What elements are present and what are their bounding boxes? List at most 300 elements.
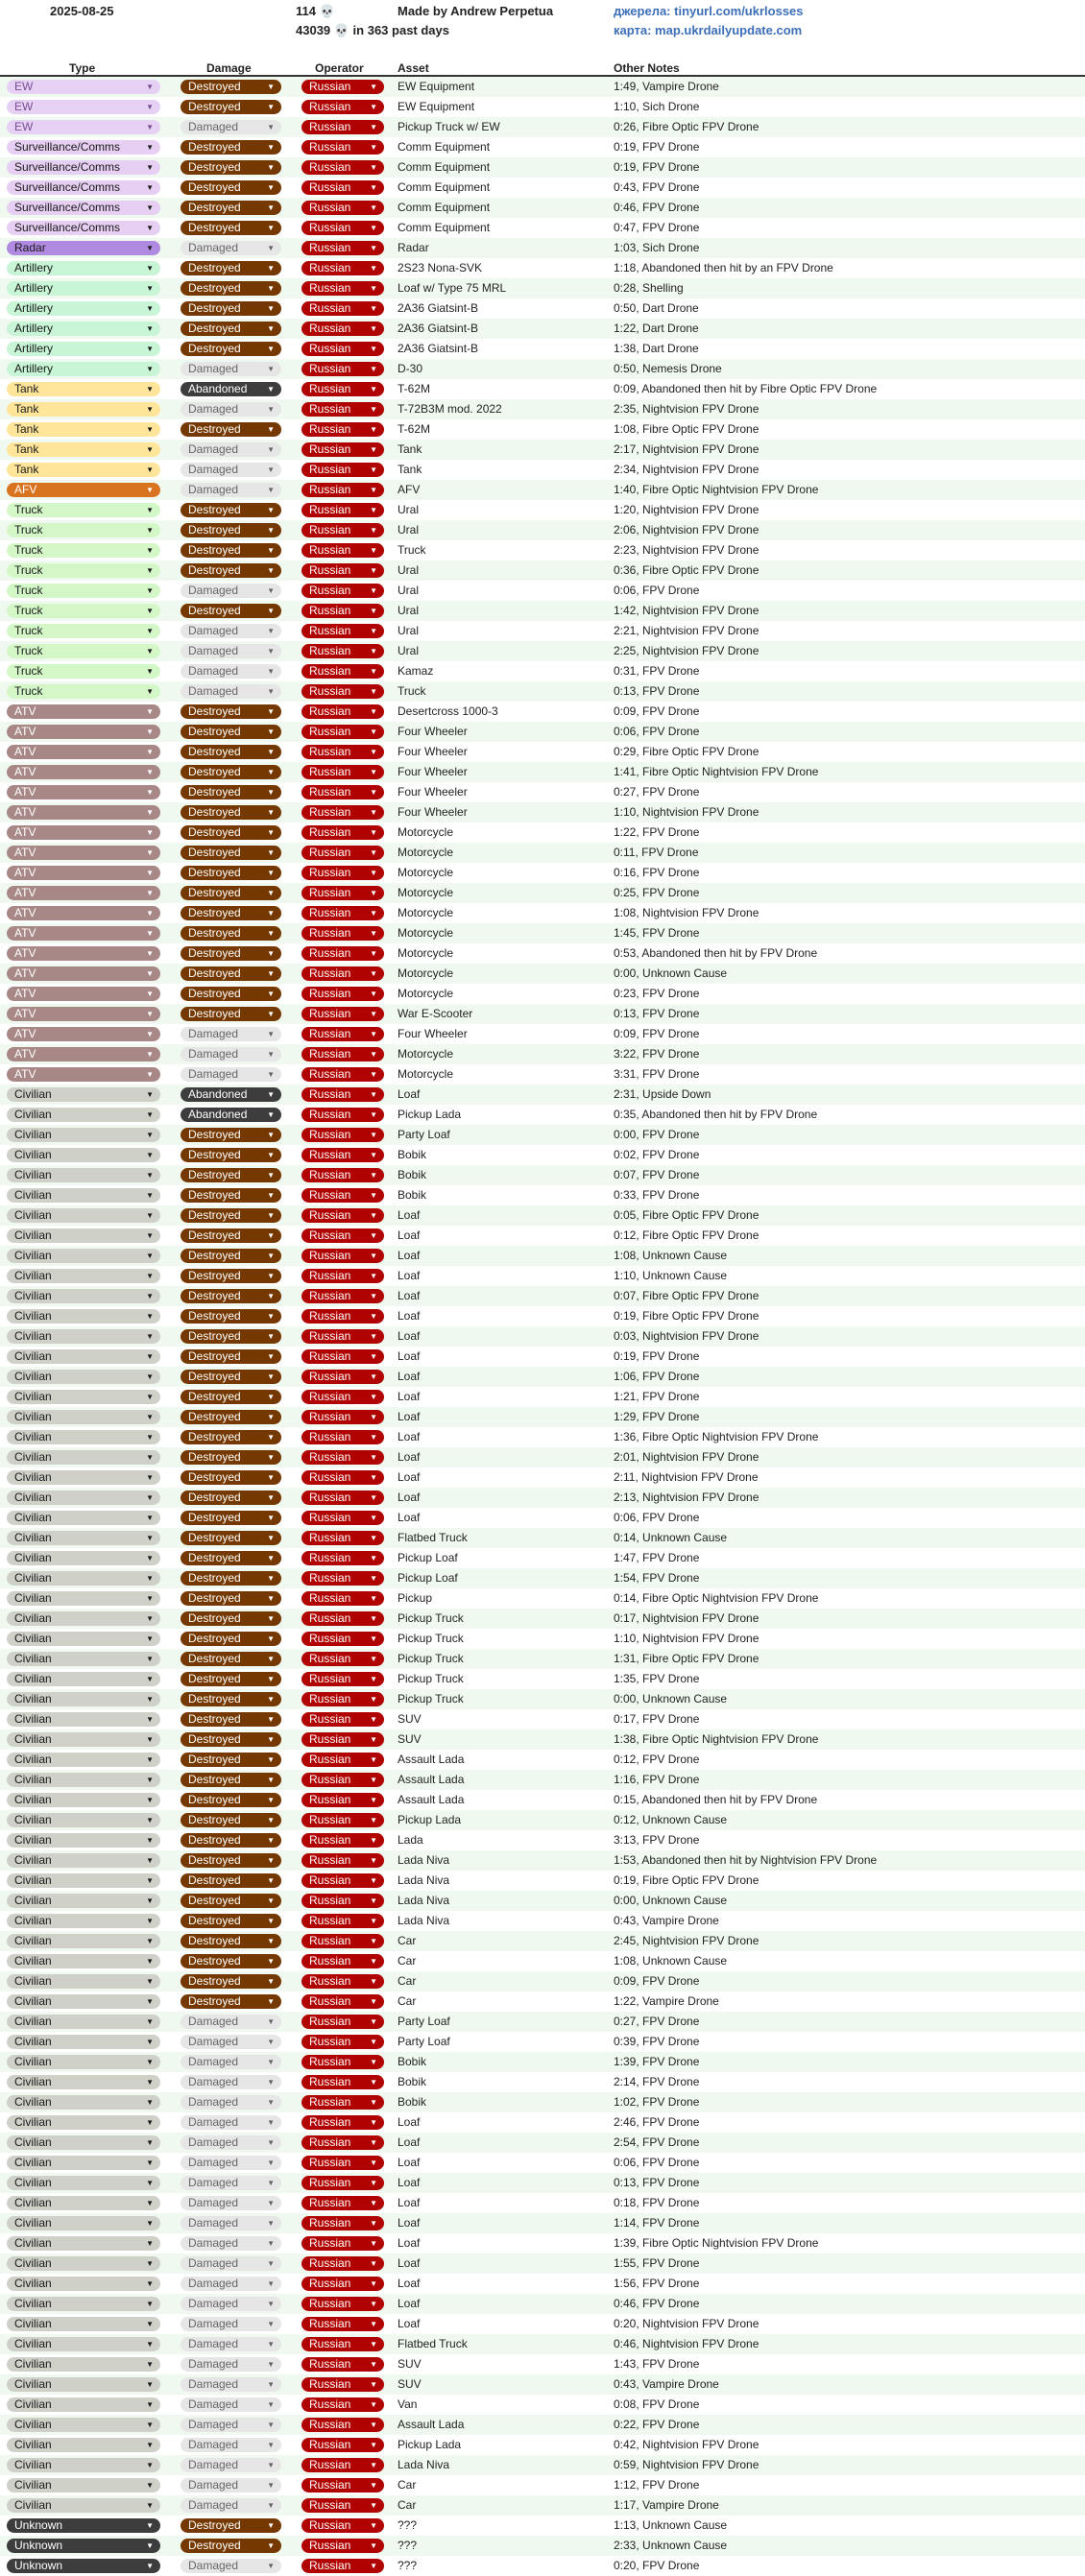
operator-select[interactable] <box>301 704 384 719</box>
operator-select[interactable] <box>301 442 384 457</box>
type-select[interactable] <box>7 1289 160 1303</box>
damage-select[interactable] <box>181 2015 281 2029</box>
damage-select[interactable] <box>181 140 281 155</box>
damage-select[interactable] <box>181 362 281 376</box>
operator-select[interactable] <box>301 1753 384 1767</box>
damage-select[interactable] <box>181 281 281 296</box>
type-select[interactable] <box>7 866 160 880</box>
type-select[interactable] <box>7 1773 160 1787</box>
damage-select[interactable] <box>181 1470 281 1485</box>
operator-select[interactable] <box>301 422 384 437</box>
operator-select[interactable] <box>301 322 384 336</box>
operator-select[interactable] <box>301 1571 384 1586</box>
operator-select[interactable] <box>301 1128 384 1142</box>
damage-select[interactable] <box>181 906 281 920</box>
type-select[interactable] <box>7 1873 160 1888</box>
damage-select[interactable] <box>181 2176 281 2190</box>
type-select[interactable] <box>7 2216 160 2230</box>
damage-select[interactable] <box>181 1087 281 1102</box>
damage-select[interactable] <box>181 1894 281 1908</box>
damage-select[interactable] <box>181 2357 281 2372</box>
operator-select[interactable] <box>301 1027 384 1041</box>
damage-select[interactable] <box>181 2135 281 2150</box>
damage-select[interactable] <box>181 1168 281 1182</box>
operator-select[interactable] <box>301 2156 384 2170</box>
type-select[interactable] <box>7 2176 160 2190</box>
damage-select[interactable] <box>181 382 281 396</box>
damage-select[interactable] <box>181 1410 281 1424</box>
operator-select[interactable] <box>301 483 384 497</box>
type-select[interactable] <box>7 1390 160 1404</box>
damage-select[interactable] <box>181 1491 281 1505</box>
damage-select[interactable] <box>181 322 281 336</box>
operator-select[interactable] <box>301 301 384 316</box>
type-select[interactable] <box>7 1591 160 1606</box>
type-select[interactable] <box>7 1914 160 1928</box>
operator-select[interactable] <box>301 2518 384 2533</box>
type-select[interactable] <box>7 463 160 477</box>
damage-select[interactable] <box>181 1249 281 1263</box>
operator-select[interactable] <box>301 1491 384 1505</box>
operator-select[interactable] <box>301 1289 384 1303</box>
operator-select[interactable] <box>301 201 384 215</box>
type-select[interactable] <box>7 1370 160 1384</box>
operator-select[interactable] <box>301 1249 384 1263</box>
operator-select[interactable] <box>301 2115 384 2130</box>
type-select[interactable] <box>7 805 160 820</box>
type-select[interactable] <box>7 402 160 417</box>
type-select[interactable] <box>7 1994 160 2009</box>
operator-select[interactable] <box>301 523 384 537</box>
type-select[interactable] <box>7 1813 160 1827</box>
operator-select[interactable] <box>301 2438 384 2452</box>
operator-select[interactable] <box>301 604 384 618</box>
operator-select[interactable] <box>301 2418 384 2432</box>
damage-select[interactable] <box>181 1813 281 1827</box>
damage-select[interactable] <box>181 1027 281 1041</box>
type-select[interactable] <box>7 1954 160 1968</box>
damage-select[interactable] <box>181 886 281 900</box>
type-select[interactable] <box>7 241 160 255</box>
operator-select[interactable] <box>301 906 384 920</box>
operator-select[interactable] <box>301 1551 384 1565</box>
type-select[interactable] <box>7 624 160 638</box>
type-select[interactable] <box>7 1168 160 1182</box>
type-select[interactable] <box>7 1128 160 1142</box>
type-select[interactable] <box>7 301 160 316</box>
operator-select[interactable] <box>301 563 384 578</box>
type-select[interactable] <box>7 261 160 275</box>
damage-select[interactable] <box>181 2236 281 2251</box>
operator-select[interactable] <box>301 584 384 598</box>
operator-select[interactable] <box>301 1954 384 1968</box>
type-select[interactable] <box>7 100 160 114</box>
type-select[interactable] <box>7 1470 160 1485</box>
damage-select[interactable] <box>181 2196 281 2210</box>
type-select[interactable] <box>7 2156 160 2170</box>
damage-select[interactable] <box>181 2156 281 2170</box>
map-link[interactable]: карта: map.ukrdailyupdate.com <box>614 23 803 37</box>
type-select[interactable] <box>7 644 160 658</box>
type-select[interactable] <box>7 2256 160 2271</box>
operator-select[interactable] <box>301 160 384 175</box>
type-select[interactable] <box>7 2337 160 2351</box>
operator-select[interactable] <box>301 362 384 376</box>
type-select[interactable] <box>7 1249 160 1263</box>
operator-select[interactable] <box>301 2297 384 2311</box>
operator-select[interactable] <box>301 1853 384 1868</box>
type-select[interactable] <box>7 1067 160 1082</box>
operator-select[interactable] <box>301 2196 384 2210</box>
operator-select[interactable] <box>301 180 384 195</box>
type-select[interactable] <box>7 382 160 396</box>
type-select[interactable] <box>7 2297 160 2311</box>
operator-select[interactable] <box>301 987 384 1001</box>
type-select[interactable] <box>7 1853 160 1868</box>
damage-select[interactable] <box>181 2317 281 2331</box>
type-select[interactable] <box>7 1087 160 1102</box>
damage-select[interactable] <box>181 221 281 235</box>
damage-select[interactable] <box>181 402 281 417</box>
type-select[interactable] <box>7 2498 160 2513</box>
type-select[interactable] <box>7 442 160 457</box>
damage-select[interactable] <box>181 745 281 759</box>
operator-select[interactable] <box>301 1813 384 1827</box>
damage-select[interactable] <box>181 563 281 578</box>
type-select[interactable] <box>7 180 160 195</box>
type-select[interactable] <box>7 140 160 155</box>
damage-select[interactable] <box>181 1531 281 1545</box>
damage-select[interactable] <box>181 2458 281 2472</box>
type-select[interactable] <box>7 2277 160 2291</box>
damage-select[interactable] <box>181 201 281 215</box>
damage-select[interactable] <box>181 342 281 356</box>
operator-select[interactable] <box>301 745 384 759</box>
type-select[interactable] <box>7 80 160 94</box>
damage-select[interactable] <box>181 987 281 1001</box>
damage-select[interactable] <box>181 664 281 679</box>
damage-select[interactable] <box>181 1793 281 1807</box>
damage-select[interactable] <box>181 422 281 437</box>
operator-select[interactable] <box>301 1067 384 1082</box>
operator-select[interactable] <box>301 2216 384 2230</box>
operator-select[interactable] <box>301 1108 384 1122</box>
type-select[interactable] <box>7 825 160 840</box>
damage-select[interactable] <box>181 2418 281 2432</box>
type-select[interactable] <box>7 342 160 356</box>
damage-select[interactable] <box>181 604 281 618</box>
operator-select[interactable] <box>301 2337 384 2351</box>
operator-select[interactable] <box>301 1692 384 1706</box>
type-select[interactable] <box>7 1269 160 1283</box>
type-select[interactable] <box>7 2418 160 2432</box>
type-select[interactable] <box>7 604 160 618</box>
damage-select[interactable] <box>181 2216 281 2230</box>
operator-select[interactable] <box>301 2236 384 2251</box>
damage-select[interactable] <box>181 301 281 316</box>
damage-select[interactable] <box>181 624 281 638</box>
damage-select[interactable] <box>181 2337 281 2351</box>
operator-select[interactable] <box>301 1309 384 1324</box>
damage-select[interactable] <box>181 1974 281 1989</box>
operator-select[interactable] <box>301 2015 384 2029</box>
type-select[interactable] <box>7 966 160 981</box>
operator-select[interactable] <box>301 805 384 820</box>
type-select[interactable] <box>7 1027 160 1041</box>
type-select[interactable] <box>7 846 160 860</box>
damage-select[interactable] <box>181 463 281 477</box>
damage-select[interactable] <box>181 2397 281 2412</box>
type-select[interactable] <box>7 1793 160 1807</box>
operator-select[interactable] <box>301 2559 384 2573</box>
type-select[interactable] <box>7 1430 160 1444</box>
operator-select[interactable] <box>301 2539 384 2553</box>
type-select[interactable] <box>7 1450 160 1465</box>
damage-select[interactable] <box>181 1511 281 1525</box>
type-select[interactable] <box>7 1974 160 1989</box>
type-select[interactable] <box>7 1208 160 1223</box>
damage-select[interactable] <box>181 1712 281 1727</box>
damage-select[interactable] <box>181 2075 281 2089</box>
damage-select[interactable] <box>181 2498 281 2513</box>
operator-select[interactable] <box>301 1894 384 1908</box>
damage-select[interactable] <box>181 100 281 114</box>
operator-select[interactable] <box>301 684 384 699</box>
damage-select[interactable] <box>181 1934 281 1948</box>
operator-select[interactable] <box>301 1007 384 1021</box>
type-select[interactable] <box>7 906 160 920</box>
type-select[interactable] <box>7 664 160 679</box>
type-select[interactable] <box>7 2397 160 2412</box>
damage-select[interactable] <box>181 1954 281 1968</box>
type-select[interactable] <box>7 1228 160 1243</box>
damage-select[interactable] <box>181 2297 281 2311</box>
operator-select[interactable] <box>301 1470 384 1485</box>
operator-select[interactable] <box>301 221 384 235</box>
damage-select[interactable] <box>181 1329 281 1344</box>
operator-select[interactable] <box>301 2277 384 2291</box>
type-select[interactable] <box>7 785 160 799</box>
damage-select[interactable] <box>181 584 281 598</box>
operator-select[interactable] <box>301 1370 384 1384</box>
operator-select[interactable] <box>301 241 384 255</box>
type-select[interactable] <box>7 1309 160 1324</box>
damage-select[interactable] <box>181 1047 281 1061</box>
damage-select[interactable] <box>181 2559 281 2573</box>
operator-select[interactable] <box>301 1591 384 1606</box>
type-select[interactable] <box>7 160 160 175</box>
damage-select[interactable] <box>181 2478 281 2493</box>
type-select[interactable] <box>7 322 160 336</box>
operator-select[interactable] <box>301 463 384 477</box>
damage-select[interactable] <box>181 1611 281 1626</box>
operator-select[interactable] <box>301 1269 384 1283</box>
type-select[interactable] <box>7 2236 160 2251</box>
operator-select[interactable] <box>301 1329 384 1344</box>
type-select[interactable] <box>7 1491 160 1505</box>
damage-select[interactable] <box>181 1914 281 1928</box>
operator-select[interactable] <box>301 1531 384 1545</box>
operator-select[interactable] <box>301 1228 384 1243</box>
operator-select[interactable] <box>301 2135 384 2150</box>
damage-select[interactable] <box>181 684 281 699</box>
operator-select[interactable] <box>301 765 384 779</box>
damage-select[interactable] <box>181 1692 281 1706</box>
type-select[interactable] <box>7 2317 160 2331</box>
damage-select[interactable] <box>181 2377 281 2392</box>
type-select[interactable] <box>7 1894 160 1908</box>
operator-select[interactable] <box>301 2256 384 2271</box>
damage-select[interactable] <box>181 1309 281 1324</box>
damage-select[interactable] <box>181 1370 281 1384</box>
operator-select[interactable] <box>301 1793 384 1807</box>
operator-select[interactable] <box>301 866 384 880</box>
type-select[interactable] <box>7 2115 160 2130</box>
type-select[interactable] <box>7 523 160 537</box>
damage-select[interactable] <box>181 1753 281 1767</box>
type-select[interactable] <box>7 2055 160 2069</box>
damage-select[interactable] <box>181 644 281 658</box>
type-select[interactable] <box>7 1047 160 1061</box>
damage-select[interactable] <box>181 1228 281 1243</box>
damage-select[interactable] <box>181 2518 281 2533</box>
damage-select[interactable] <box>181 1430 281 1444</box>
damage-select[interactable] <box>181 2539 281 2553</box>
operator-select[interactable] <box>301 886 384 900</box>
type-select[interactable] <box>7 120 160 134</box>
damage-select[interactable] <box>181 442 281 457</box>
damage-select[interactable] <box>181 1551 281 1565</box>
operator-select[interactable] <box>301 1833 384 1848</box>
operator-select[interactable] <box>301 1430 384 1444</box>
operator-select[interactable] <box>301 1611 384 1626</box>
type-select[interactable] <box>7 1329 160 1344</box>
type-select[interactable] <box>7 1632 160 1646</box>
type-select[interactable] <box>7 1712 160 1727</box>
type-select[interactable] <box>7 886 160 900</box>
operator-select[interactable] <box>301 543 384 558</box>
operator-select[interactable] <box>301 1632 384 1646</box>
operator-select[interactable] <box>301 1974 384 1989</box>
operator-select[interactable] <box>301 664 384 679</box>
type-select[interactable] <box>7 221 160 235</box>
operator-select[interactable] <box>301 1511 384 1525</box>
operator-select[interactable] <box>301 846 384 860</box>
operator-select[interactable] <box>301 1410 384 1424</box>
type-select[interactable] <box>7 1188 160 1203</box>
damage-select[interactable] <box>181 1067 281 1082</box>
type-select[interactable] <box>7 1410 160 1424</box>
operator-select[interactable] <box>301 503 384 517</box>
operator-select[interactable] <box>301 2095 384 2110</box>
damage-select[interactable] <box>181 1994 281 2009</box>
type-select[interactable] <box>7 2559 160 2573</box>
type-select[interactable] <box>7 281 160 296</box>
type-select[interactable] <box>7 987 160 1001</box>
type-select[interactable] <box>7 2135 160 2150</box>
damage-select[interactable] <box>181 2095 281 2110</box>
type-select[interactable] <box>7 2196 160 2210</box>
damage-select[interactable] <box>181 1632 281 1646</box>
type-select[interactable] <box>7 2438 160 2452</box>
operator-select[interactable] <box>301 402 384 417</box>
operator-select[interactable] <box>301 2397 384 2412</box>
operator-select[interactable] <box>301 1208 384 1223</box>
damage-select[interactable] <box>181 866 281 880</box>
type-select[interactable] <box>7 1108 160 1122</box>
damage-select[interactable] <box>181 120 281 134</box>
operator-select[interactable] <box>301 1672 384 1686</box>
damage-select[interactable] <box>181 241 281 255</box>
type-select[interactable] <box>7 362 160 376</box>
type-select[interactable] <box>7 2075 160 2089</box>
damage-select[interactable] <box>181 725 281 739</box>
damage-select[interactable] <box>181 2438 281 2452</box>
damage-select[interactable] <box>181 1007 281 1021</box>
damage-select[interactable] <box>181 2055 281 2069</box>
type-select[interactable] <box>7 1148 160 1162</box>
type-select[interactable] <box>7 2518 160 2533</box>
damage-select[interactable] <box>181 543 281 558</box>
damage-select[interactable] <box>181 2035 281 2049</box>
type-select[interactable] <box>7 483 160 497</box>
damage-select[interactable] <box>181 1188 281 1203</box>
operator-select[interactable] <box>301 120 384 134</box>
damage-select[interactable] <box>181 180 281 195</box>
damage-select[interactable] <box>181 1289 281 1303</box>
type-select[interactable] <box>7 1672 160 1686</box>
damage-select[interactable] <box>181 160 281 175</box>
operator-select[interactable] <box>301 2357 384 2372</box>
operator-select[interactable] <box>301 1773 384 1787</box>
operator-select[interactable] <box>301 2176 384 2190</box>
damage-select[interactable] <box>181 80 281 94</box>
type-select[interactable] <box>7 1692 160 1706</box>
damage-select[interactable] <box>181 1873 281 1888</box>
operator-select[interactable] <box>301 1994 384 2009</box>
operator-select[interactable] <box>301 1188 384 1203</box>
damage-select[interactable] <box>181 1833 281 1848</box>
damage-select[interactable] <box>181 523 281 537</box>
type-select[interactable] <box>7 2478 160 2493</box>
damage-select[interactable] <box>181 926 281 941</box>
operator-select[interactable] <box>301 725 384 739</box>
damage-select[interactable] <box>181 483 281 497</box>
damage-select[interactable] <box>181 1148 281 1162</box>
type-select[interactable] <box>7 1753 160 1767</box>
type-select[interactable] <box>7 2095 160 2110</box>
operator-select[interactable] <box>301 1390 384 1404</box>
type-select[interactable] <box>7 2015 160 2029</box>
type-select[interactable] <box>7 543 160 558</box>
type-select[interactable] <box>7 1571 160 1586</box>
type-select[interactable] <box>7 2539 160 2553</box>
type-select[interactable] <box>7 725 160 739</box>
operator-select[interactable] <box>301 2317 384 2331</box>
operator-select[interactable] <box>301 2478 384 2493</box>
operator-select[interactable] <box>301 624 384 638</box>
operator-select[interactable] <box>301 80 384 94</box>
damage-select[interactable] <box>181 2277 281 2291</box>
type-select[interactable] <box>7 563 160 578</box>
type-select[interactable] <box>7 1531 160 1545</box>
type-select[interactable] <box>7 1349 160 1364</box>
operator-select[interactable] <box>301 1148 384 1162</box>
type-select[interactable] <box>7 584 160 598</box>
damage-select[interactable] <box>181 1390 281 1404</box>
type-select[interactable] <box>7 1732 160 1747</box>
damage-select[interactable] <box>181 2115 281 2130</box>
